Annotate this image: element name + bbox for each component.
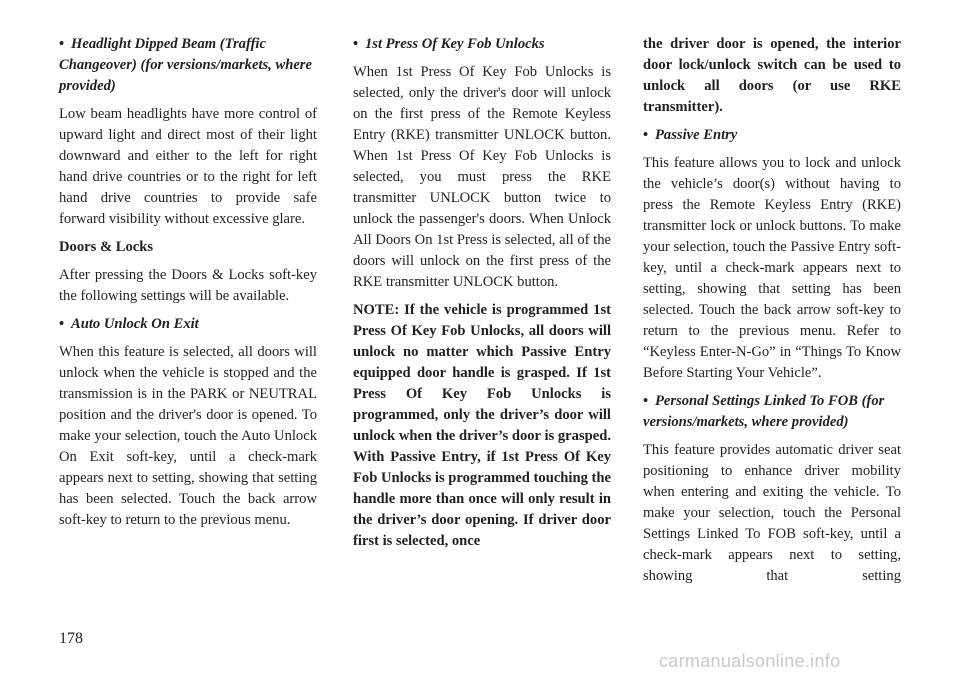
bullet-text: Headlight Dipped Beam (Traffic Changeover) (for versions/markets, where provided) xyxy=(59,36,312,94)
bullet-item xyxy=(59,34,317,97)
column-middle xyxy=(353,34,611,559)
bullet-icon: • xyxy=(643,393,649,409)
bullet-item xyxy=(643,125,901,146)
bullet-icon: • xyxy=(59,316,65,332)
watermark[interactable]: carmanualsonline.info xyxy=(659,651,841,671)
paragraph: When this feature is selected, all doors will unlock when the vehicle is stopped and the transmission is in the PARK or NEUTRAL position and the driver's door is opened. To make your selection, touch the Auto Unlock On Exit soft-key, until a check-mark appears next to setting, showing that setting has been selected. Touch the back arrow soft-key to return to the previous menu. xyxy=(59,344,317,528)
paragraph: After pressing the Doors & Locks soft-key the following settings will be available. xyxy=(59,267,317,304)
paragraph: This feature allows you to lock and unlock the vehicle’s door(s) without having to press the Remote Keyless Entry (RKE) transmitter lock or unlock buttons. To make your selection, touch the Passive Entry soft-key, until a check-mark appears next to setting, showing that setting has been selected. Touch the back arrow soft-key to return to the previous menu. Refer to “Keyless Enter-N-Go” in “Things To Know Before Starting Your Vehicle”. xyxy=(643,155,901,381)
bullet-item xyxy=(59,314,317,335)
section-heading: Doors & Locks xyxy=(59,239,154,255)
bullet-text: Personal Settings Linked To FOB (for versions/markets, where provided) xyxy=(643,393,885,430)
bullet-item xyxy=(643,391,901,433)
bullet-text: 1st Press Of Key Fob Unlocks xyxy=(365,36,545,52)
bullet-icon: • xyxy=(353,36,359,52)
note-paragraph: the driver door is opened, the interior door lock/unlock switch can be used to unlock all doors (or use RKE transmitter). xyxy=(643,36,901,115)
bullet-item xyxy=(353,34,611,55)
column-left xyxy=(59,34,317,538)
bullet-text: Passive Entry xyxy=(655,127,738,143)
bullet-icon: • xyxy=(59,36,65,52)
page-number: 178 xyxy=(59,630,83,647)
paragraph: When 1st Press Of Key Fob Unlocks is selected, only the driver's door will unlock on the first press of the Remote Keyless Entry (RKE) transmitter UNLOCK button. When 1st Press Of Key Fob Unlocks is selected, you must press the RKE transmitter UNLOCK button twice to unlock the passenger's doors. When Unlock All Doors On 1st Press is selected, all of the doors will unlock on the first press of the RKE transmitter UNLOCK button. xyxy=(353,64,611,290)
bullet-icon: • xyxy=(643,127,649,143)
note-paragraph: NOTE: If the vehicle is programmed 1st Press Of Key Fob Unlocks, all doors will unlock no matter which Passive Entry equipped door handle is grasped. If 1st Press Of Key Fob Unlocks is programmed, only the driver’s door will unlock when the driver’s door is grasped. With Passive Entry, if 1st Press Of Key Fob Unlocks is programmed touching the handle more than once will only result in the driver’s door opening. If driver door first is selected, once xyxy=(353,302,611,549)
bullet-text: Auto Unlock On Exit xyxy=(71,316,199,332)
paragraph: Low beam headlights have more control of upward light and direct most of their light downward and either to the left for right hand drive countries or to the right for left hand drive countries to provide safe forward visibility without excessive glare. xyxy=(59,106,317,227)
column-right xyxy=(643,34,901,594)
paragraph: This feature provides automatic driver seat positioning to enhance driver mobility when entering and exiting the vehicle. To make your selection, touch the Personal Settings Linked To FOB soft-key, until a check-mark appears next to setting, showing that setting xyxy=(643,442,901,584)
